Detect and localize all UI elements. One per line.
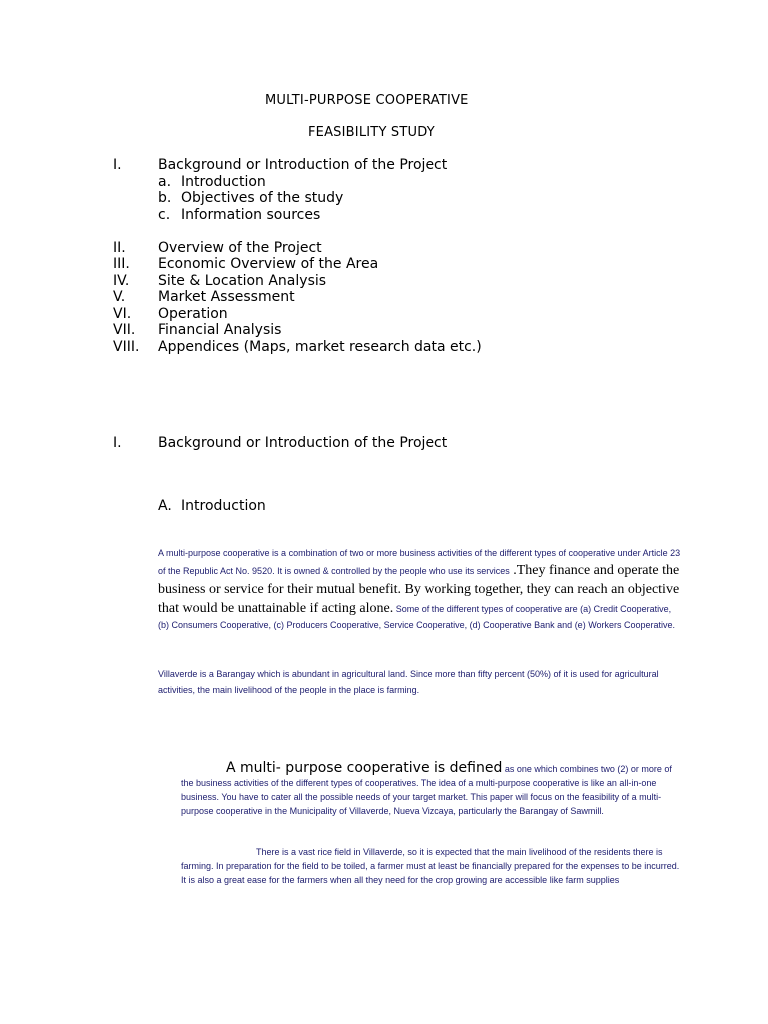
para1-text-a: A multi-purpose cooperative is a combination of two or more business activities of the different types of cooperative under Article 23 of the Republic Act No. 9520. It is owned & controlled by the people who use its services [158, 548, 681, 576]
toc-num: VIII. [113, 339, 140, 355]
subsection-heading: Introduction [181, 498, 266, 514]
document-subtitle: FEASIBILITY STUDY [308, 125, 435, 140]
toc-sub-letter: c. [158, 207, 171, 223]
toc-num: VI. [113, 306, 132, 322]
intro-paragraph-2: Villaverde is a Barangay which is abundant in agricultural land. Since more than fifty percent (50%) of it is used for agricultural activities, the main livelihood of the people in the place is farming. [158, 669, 659, 695]
rice-field-paragraph [181, 845, 681, 887]
toc-sub-letter: a. [158, 174, 172, 190]
toc-sub-item: Objectives of the study [181, 190, 344, 206]
toc-item: Economic Overview of the Area [158, 256, 379, 272]
toc-item: Overview of the Project [158, 240, 322, 256]
toc-num: VII. [113, 322, 136, 338]
toc-sub-item: Information sources [181, 207, 321, 223]
section-number: I. [113, 435, 122, 451]
toc-item: Site & Location Analysis [158, 273, 327, 289]
toc-num: IV. [113, 273, 130, 289]
toc-item: Appendices (Maps, market research data etc.) [158, 339, 482, 355]
intro-paragraph-1 [158, 546, 683, 632]
toc-num: III. [113, 256, 130, 272]
subsection-letter: A. [158, 498, 172, 514]
toc-sub-letter: b. [158, 190, 172, 206]
toc-item: Market Assessment [158, 289, 295, 305]
rice-field-text: There is a vast rice field in Villaverde, so it is expected that the main livelihood of the residents there is farming. In preparation for the field to be toiled, a farmer must at least be financially prepared for the expenses to be incurred. It is also a great ease for the farmers when all they need for the crop growing are accessible like farm supplies [181, 847, 680, 885]
para1-serif-text: .They finance and operate the business or service for their mutual benefit. By working together, they can reach an objective that would be unattainable if acting alone. [158, 562, 680, 616]
definition-paragraph [181, 761, 681, 818]
toc-num: II. [113, 240, 126, 256]
para1-text-b: Some of the different types of cooperative are (a) Credit Cooperative, (b) Consumers Cooperative, (c) Producers Cooperative, Service Cooperative, (d) Cooperative Bank and (e) Workers Cooperative. [158, 603, 676, 630]
definition-text: as one which combines two (2) or more of the business activities of the different types of cooperatives. The idea of a multi-purpose cooperative is like an all-in-one business. You have to cater all the possible needs of your target market. This paper will focus on the feasibility of a multi-purpose cooperative in the Municipality of Villaverde, Nueva Vizcaya, particularly the Barangay of Sawmill. [181, 764, 672, 816]
toc-sub-item: Introduction [181, 174, 266, 190]
section-heading: Background or Introduction of the Project [158, 435, 448, 451]
toc-item: Financial Analysis [158, 322, 282, 338]
toc-item: Operation [158, 306, 228, 322]
toc-num-1: I. [113, 157, 122, 173]
definition-lead: A multi- purpose cooperative is defined [226, 760, 503, 776]
document-title: MULTI-PURPOSE COOPERATIVE [265, 93, 469, 108]
toc-num: V. [113, 289, 126, 305]
toc-item-1: Background or Introduction of the Project [158, 157, 448, 173]
